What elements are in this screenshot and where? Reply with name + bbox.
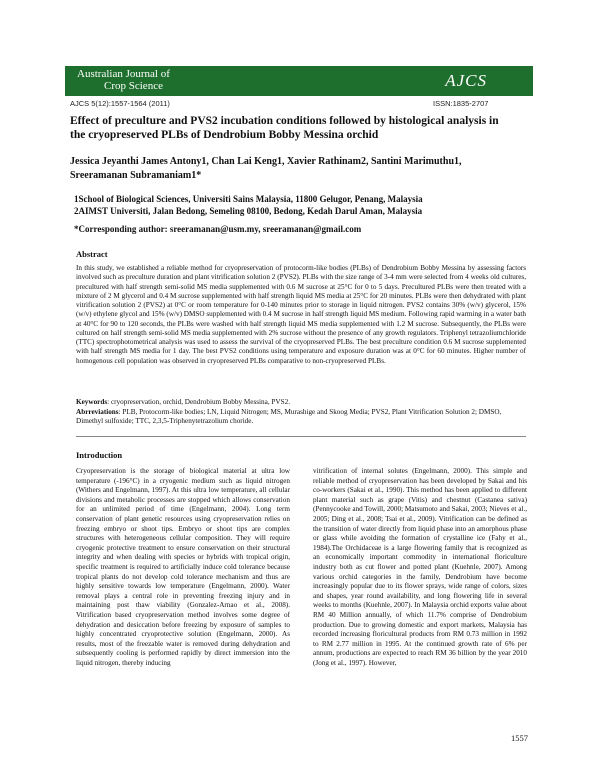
introduction-column-2: vitrification of internal solutes (Engelmann, 2000). This simple and reliable method of cryopreservation has been developed by Sakai and his co-workers (Sakai et al., 1990). This method has been applied to different plant material such as grape (Vitis) and chestnut (Castanea sativa) (Pennycooke and Towill, 2000; Matsumoto and Sakai, 2003; Nieves et al., 2005; Ding et al., 2008; Tsai et al., 2009). Vitrification can be defined as the transition of water directly from liquid phase into an amorphous phase or glass while avoiding the formation of crystalline ice (Fahy et al., 1984).The Orchidaceae is a large flowering family that is recognized as an economically important commodity in international floriculture industry both as cut flower and potted plant (Kuehnle, 2007). Among various orchid categories in the family, Dendrobium have become increasingly popular due to its flower sprays, wide range of colors, sizes and shapes, year round availability, and long flowering life in several weeks to months (Kuehnle, 2007). In Malaysia orchid exports value about RM 40 Million annually, of which 11.7% comprise of Dendrobium production. Due to growing domestic and export markets, Malaysia has recorded increasing floricultural products from RM 0.73 million in 1992 to RM 2.77 million in 1995. At the continued growth rate of 6% per annum, productions are expected to reach RM 36 billion by the year 2010 (Jong et al., 1997). However, [313,467,527,667]
abbreviations-label: Abrreviations [76,408,119,416]
journal-name-line2: Crop Science [104,80,163,92]
authors-line-2: Sreeramanan Subramaniam1* [70,170,202,181]
keywords [76,398,526,407]
abstract-text: In this study, we established a reliable method for cryopreservation of protocorm-like bodies (PLBs) of Dendrobium Bobby Messina by assessing factors involved such as preculture duration and plant vitrification solution 2 (PVS2). PLBs with the size range of 3-4 mm were selected from 4 weeks old cultures, precultured with half strength semi-solid MS media supplemented with 0.6 M sucrose at 25°C for 0 to 5 days. Precultured PLBs were then treated with a mixture of 2 M glycerol and 0.4 M sucrose supplemented with half strength liquid MS media at 25°C for 20 minutes. PLBs were then dehydrated with plant vitrification solution 2 (PVS2) at 0°C or room temperature for 0-140 minutes prior to storage in liquid nitrogen. PVS2 contains 30% (w/v) glycerol, 15% (w/v) ethylene glycol and 15% (w/v) DMSO supplemented with 0.4 M sucrose in half strength liquid MS medium. Following rapid warming in a water bath at 40°C for 90 to 120 seconds, the PLBs were washed with half strength liquid MS media supplemented with 1.2 M sucrose. Subsequently, the PLBs were cultured on half strength semi-solid MS media supplemented with 2% sucrose without the presence of any growth regulators. Triphenyl tetrazoliumchloride (TTC) spectrophotometrical analysis was used to assess the survival of the cryopreserved PLBs. The best preculture condition 0.6 M sucrose supplemented with half strength MS media for 1 day. The best PVS2 conditions using temperature and exposure duration was at 0°C for 60 minutes. Higher number of homogenous cell population was observed in cryopreserved PLBs comparative to non-cryopreserved PLBs. [76,264,526,365]
journal-banner [65,66,533,96]
journal-name-line1: Australian Journal of [77,68,170,80]
issn: ISSN:1835-2707 [433,99,489,108]
journal-abbreviation: AJCS [445,71,487,90]
affiliation-2: 2AIMST Universiti, Jalan Bedong, Semeling 08100, Bedong, Kedah Darul Aman, Malaysia [74,206,423,216]
article-title: Effect of preculture and PVS2 incubation conditions followed by histological analysis in the cryopreserved PLBs of Dendrobium Bobby Messina orchid [70,115,499,141]
abstract-heading: Abstract [76,249,108,259]
citation: AJCS 5(12):1557-1564 (2011) [70,99,170,108]
keywords-label: Keywords [76,398,108,406]
keywords-text: : cryopreservation, orchid, Dendrobium Bobby Messina, PVS2. [107,398,291,406]
abbreviations-text: : PLB, Protocorm-like bodies; LN, Liquid Nitrogen; MS, Murashige and Skoog Media; PVS2, Plant Vitrification Solution 2; DMSO, Dimethyl sulfoxide; TTC, 2,3,5-Triphenytetrazolium choride. [76,408,502,426]
introduction-heading: Introduction [76,450,123,460]
corresponding-author: *Corresponding author: sreeramanan@usm.my, sreeramanan@gmail.com [74,224,362,234]
authors [70,155,520,183]
introduction-column-1: Cryopreservation is the storage of biological material at ultra low temperature (-196°C) in a cryogenic medium such as liquid nitrogen (Withers and Engelmann, 1997). At this ultra low temperature, all cellular divisions and metabolic processes are stopped which allows conservation for an unlimited period of time (Engelmann, 2004). Long term conservation of plant genetic resources using cryopreservation relies on freezing embryo or shoot tips. Embryo or shoot tips are complex structures with heterogeneous cellular composition. They will require cryogenic protective treatment to ensure conservation on their structural integrity and when dealing with species or hybrids with tropical origin, specific treatment is required to artificially induce cold tolerance because tropical plants do not develop cold tolerance mechanism and thus are highly sensitive towards low temperature (Engelmann, 2000). Water removal plays a central role in preventing freezing injury and in maintaining post thaw viability (Gonzalez-Arnao et al., 2008). Vitrification based cryopreservation method involves some degree of dehydration and desiccation before freezing by exposure of samples to highly concentrated cryoprotective solution (Engelmann, 2000). As results, most of the freezable water is removed during dehydration and subsequently cooling is performed rapidly by direct immersion into the liquid nitrogen, thereby inducing [76,467,290,667]
journal-name [77,68,170,92]
page-number: 1557 [511,733,528,743]
abbreviations [76,408,526,427]
authors-line-1: Jessica Jeyanthi James Antony1, Chan Lai Keng1, Xavier Rathinam2, Santini Marimuthu1, [70,156,462,167]
section-divider [76,436,526,437]
affiliation-1: 1School of Biological Sciences, Universiti Sains Malaysia, 11800 Gelugor, Penang, Malaysia [74,194,423,204]
